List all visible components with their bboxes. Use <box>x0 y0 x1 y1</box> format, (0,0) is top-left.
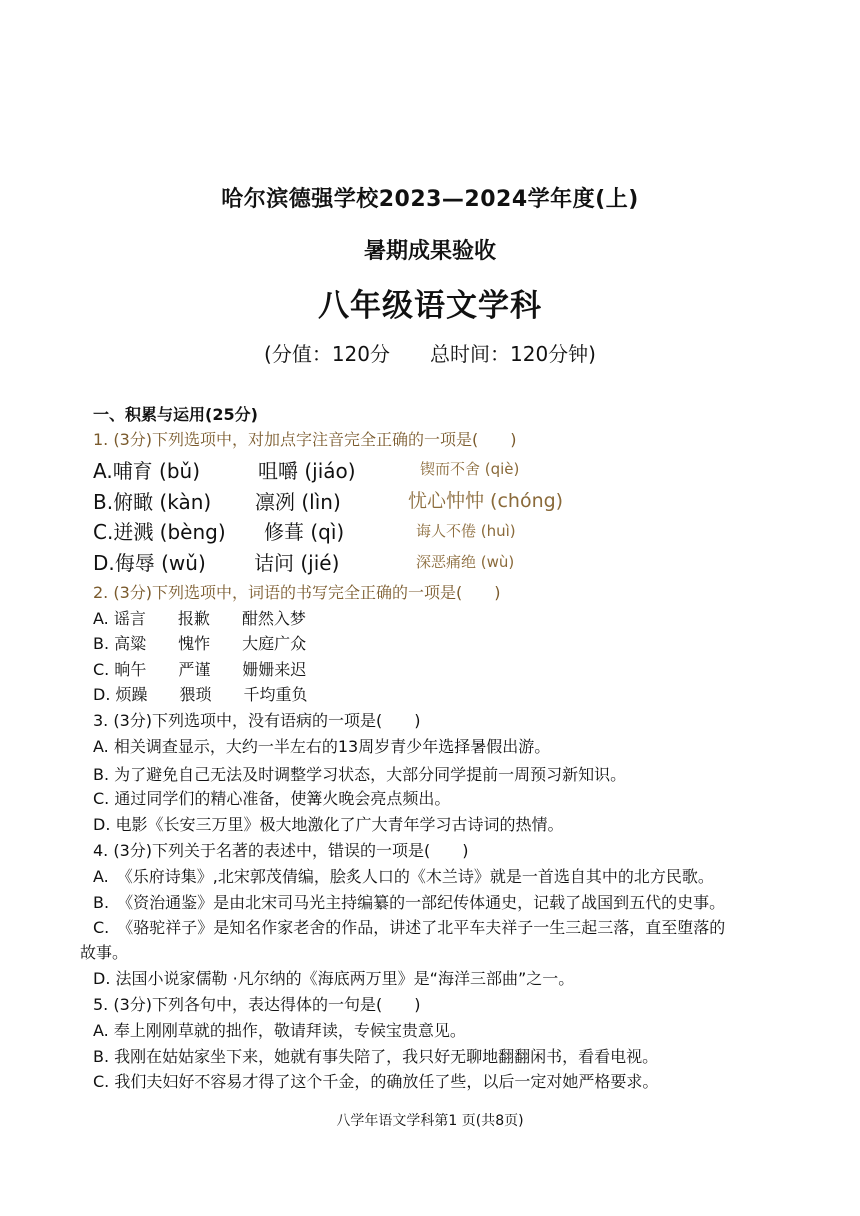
q1-option-b-word3: 忧心忡忡 (chóng) <box>408 490 564 512</box>
q1-option-a-word3: 锲而不舍 (qiè) <box>420 460 520 478</box>
q1-option-d-word2: 诘问 (jié) <box>254 551 340 575</box>
q1-option-d-word3: 深恶痛绝 (wù) <box>416 553 515 571</box>
question-1-stem: 1. (3分)下列选项中，对加点字注音完全正确的一项是( ) <box>93 430 517 449</box>
q1-option-c-word1: C.迸溅 (bèng) <box>93 520 226 544</box>
q4-option-c-continued: 故事。 <box>80 943 129 962</box>
q3-option-c: C. 通过同学们的精心准备，使篝火晚会亮点频出。 <box>93 789 451 808</box>
q1-option-d-word1: D.侮辱 (wǔ) <box>93 551 206 575</box>
q3-option-b: B. 为了避免自己无法及时调整学习状态，大部分同学提前一周预习新知识。 <box>93 765 627 784</box>
header-subject-title: 八年级语文学科 <box>318 288 542 324</box>
q2-option-b: B. 高粱 愧怍 大庭广众 <box>93 634 307 653</box>
q1-option-a-word2: 咀嚼 (jiáo) <box>258 459 356 483</box>
section-title: 一、积累与运用(25分) <box>93 405 258 424</box>
q2-option-d: D. 烦躁 猥琐 千均重负 <box>93 685 308 704</box>
question-2-stem: 2. (3分)下列选项中，词语的书写完全正确的一项是( ) <box>93 583 501 602</box>
q2-option-c: C. 晌午 严谨 姗姗来迟 <box>93 660 307 679</box>
q4-option-c: C. 《骆驼祥子》是知名作家老舍的作品，讲述了北平车夫祥子一生三起三落，直至堕落的 <box>93 918 726 937</box>
q5-option-c: C. 我们夫妇好不容易才得了这个千金，的确放任了些，以后一定对她严格要求。 <box>93 1072 659 1091</box>
question-3-stem: 3. (3分)下列选项中，没有语病的一项是( ) <box>93 711 421 730</box>
q4-option-b: B. 《资治通鉴》是由北宋司马光主持编纂的一部纪传体通史，记载了战国到五代的史事。 <box>93 893 726 912</box>
question-5-stem: 5. (3分)下列各句中，表达得体的一句是( ) <box>93 995 421 1014</box>
header-exam-title: 暑期成果验收 <box>363 239 496 264</box>
q5-option-a: A. 奉上刚刚草就的拙作，敬请拜读，专候宝贵意见。 <box>93 1021 466 1040</box>
q3-option-a: A. 相关调查显示，大约一半左右的13周岁青少年选择暑假出游。 <box>93 737 551 756</box>
q1-option-c-word3: 诲人不倦 (huì) <box>416 522 516 540</box>
q5-option-b: B. 我刚在姑姑家坐下来，她就有事失陪了，我只好无聊地翻翻闲书，看看电视。 <box>93 1047 659 1066</box>
q1-option-a-word1: A.哺育 (bǔ) <box>93 459 201 483</box>
q1-option-b-word2: 凛冽 (lìn) <box>255 490 341 514</box>
page-footer: 八学年语文学科第1 页(共8页) <box>336 1113 524 1129</box>
q4-option-a: A. 《乐府诗集》,北宋郭茂倩编，脍炙人口的《木兰诗》就是一首选自其中的北方民歌。 <box>93 867 714 886</box>
header-school-title: 哈尔滨德强学校2023—2024学年度(上) <box>221 187 639 212</box>
header-score-time: (分值：120分 总时间：120分钟) <box>264 342 596 366</box>
question-4-stem: 4. (3分)下列关于名著的表述中，错误的一项是( ) <box>93 841 469 860</box>
q2-option-a: A. 谣言 报歉 酣然入梦 <box>93 609 306 628</box>
q4-option-d: D. 法国小说家儒勒 ·凡尔纳的《海底两万里》是“海洋三部曲”之一。 <box>93 969 575 988</box>
q1-option-b-word1: B.俯瞰 (kàn) <box>93 490 212 514</box>
q3-option-d: D. 电影《长安三万里》极大地激化了广大青年学习古诗词的热情。 <box>93 815 564 834</box>
q1-option-c-word2: 修葺 (qì) <box>264 520 345 544</box>
